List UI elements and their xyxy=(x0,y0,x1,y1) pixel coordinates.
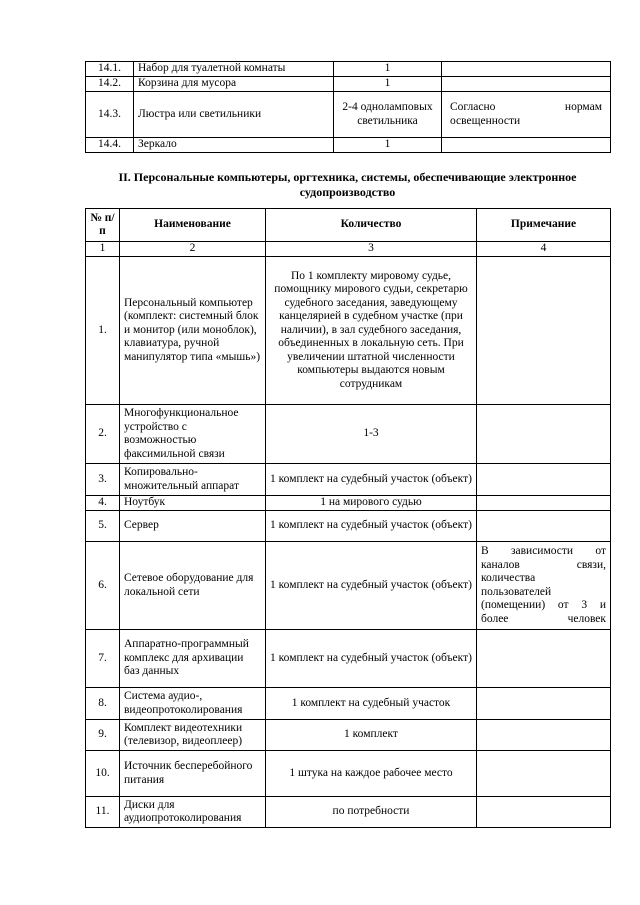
row-number: 3. xyxy=(86,464,120,496)
table-row xyxy=(86,511,611,542)
item-name: Люстра или светильники xyxy=(134,92,334,138)
item-quantity: 1 комплект xyxy=(266,720,477,751)
table-row xyxy=(86,62,611,77)
row-number: 14.2. xyxy=(86,77,134,92)
table-row xyxy=(86,77,611,92)
item-quantity: 1-3 xyxy=(266,405,477,464)
table-row xyxy=(86,92,611,138)
row-number: 2. xyxy=(86,405,120,464)
item-name: Аппаратно-программный комплекс для архивации баз данных xyxy=(120,630,266,688)
item-name: Персональный компьютер (комплект: системный блок и монитор (или моноблок), клавиатура, ручной манипулятор типа «мышь») xyxy=(120,257,266,405)
table-row xyxy=(86,257,611,405)
item-name: Ноутбук xyxy=(120,496,266,511)
item-note xyxy=(477,797,611,828)
row-number: 11. xyxy=(86,797,120,828)
item-quantity: 1 комплект на судебный участок xyxy=(266,688,477,720)
table-row xyxy=(86,542,611,630)
row-number: 14.1. xyxy=(86,62,134,77)
column-number: 2 xyxy=(120,242,266,257)
table-row xyxy=(86,720,611,751)
item-note: В зависимости от каналов связи, количества пользователей (помещении) от 3 и более человек xyxy=(477,542,611,630)
row-number: 14.4. xyxy=(86,138,134,153)
row-number: 4. xyxy=(86,496,120,511)
item-name: Зеркало xyxy=(134,138,334,153)
item-name: Сервер xyxy=(120,511,266,542)
row-number: 9. xyxy=(86,720,120,751)
row-number: 14.3. xyxy=(86,92,134,138)
item-note xyxy=(477,688,611,720)
header-name: Наименование xyxy=(120,209,266,242)
item-name: Набор для туалетной комнаты xyxy=(134,62,334,77)
header-row xyxy=(86,209,611,242)
item-name: Диски для аудиопротоколирования xyxy=(120,797,266,828)
item-quantity: 1 xyxy=(334,77,442,92)
row-number: 1. xyxy=(86,257,120,405)
equipment-table xyxy=(85,208,611,828)
item-quantity: По 1 комплекту мировому судье, помощнику мирового судьи, секретарю судебного заседания, заведующему канцелярией в судебном участке (при наличии), в зал судебного заседания, объединенных в локальную сеть. При увеличении штатной численности компьютеры выдаются новым сотрудникам xyxy=(266,257,477,405)
table-row xyxy=(86,405,611,464)
column-numbers-row xyxy=(86,242,611,257)
item-quantity: 2-4 одноламповых светильника xyxy=(334,92,442,138)
column-number: 3 xyxy=(266,242,477,257)
item-name: Копировально-множительный аппарат xyxy=(120,464,266,496)
table-row xyxy=(86,630,611,688)
item-quantity: 1 штука на каждое рабочее место xyxy=(266,751,477,797)
header-number: № п/п xyxy=(86,209,120,242)
row-number: 5. xyxy=(86,511,120,542)
item-name: Комплект видеотехники (телевизор, видеоплеер) xyxy=(120,720,266,751)
item-note xyxy=(477,630,611,688)
item-note xyxy=(477,511,611,542)
item-quantity: по потребности xyxy=(266,797,477,828)
item-note xyxy=(442,77,611,92)
table-row xyxy=(86,138,611,153)
item-name: Источник бесперебойного питания xyxy=(120,751,266,797)
item-quantity: 1 xyxy=(334,138,442,153)
header-note: Примечание xyxy=(477,209,611,242)
item-note xyxy=(477,496,611,511)
item-note xyxy=(477,257,611,405)
item-note: Согласно нормам освещенности xyxy=(442,92,611,138)
item-name: Корзина для мусора xyxy=(134,77,334,92)
table-row xyxy=(86,496,611,511)
top-table xyxy=(85,61,611,153)
column-number: 4 xyxy=(477,242,611,257)
row-number: 7. xyxy=(86,630,120,688)
column-number: 1 xyxy=(86,242,120,257)
item-name: Система аудио-, видеопротоколирования xyxy=(120,688,266,720)
item-name: Сетевое оборудование для локальной сети xyxy=(120,542,266,630)
item-note xyxy=(477,464,611,496)
item-note xyxy=(442,62,611,77)
item-note xyxy=(477,720,611,751)
item-note xyxy=(477,405,611,464)
section-heading: II. Персональные компьютеры, оргтехника, системы, обеспечивающие электронное судопроизводство xyxy=(118,170,577,199)
table-row xyxy=(86,688,611,720)
row-number: 8. xyxy=(86,688,120,720)
item-quantity: 1 комплект на судебный участок (объект) xyxy=(266,511,477,542)
item-quantity: 1 комплект на судебный участок (объект) xyxy=(266,542,477,630)
row-number: 10. xyxy=(86,751,120,797)
item-quantity: 1 на мирового судью xyxy=(266,496,477,511)
item-name: Многофункциональное устройство с возможностью факсимильной связи xyxy=(120,405,266,464)
item-note xyxy=(442,138,611,153)
row-number: 6. xyxy=(86,542,120,630)
table-row xyxy=(86,751,611,797)
item-quantity: 1 xyxy=(334,62,442,77)
header-quantity: Количество xyxy=(266,209,477,242)
item-quantity: 1 комплект на судебный участок (объект) xyxy=(266,464,477,496)
table-row xyxy=(86,797,611,828)
item-quantity: 1 комплект на судебный участок (объект) xyxy=(266,630,477,688)
item-note xyxy=(477,751,611,797)
table-row xyxy=(86,464,611,496)
